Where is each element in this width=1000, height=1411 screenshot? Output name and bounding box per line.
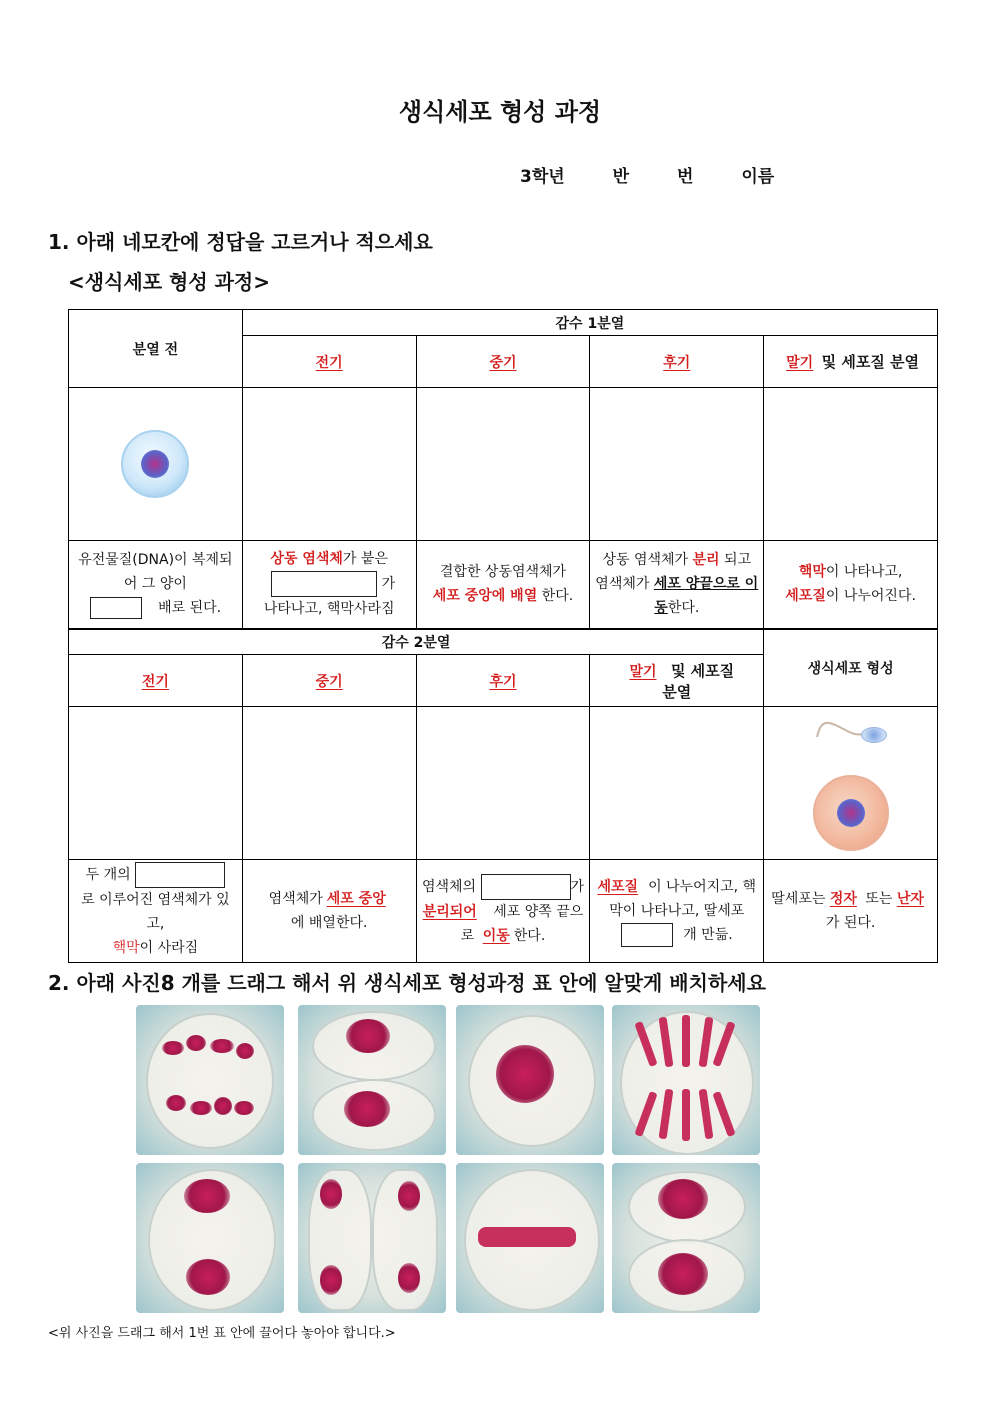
student-info [520, 162, 774, 187]
desc-m2-metaphase: 염색체가 세포 중앙 에 배열한다. [242, 860, 416, 963]
desc-m1-metaphase: 결합한 상동염색체가 세포 중앙에 배열 한다. [416, 541, 590, 629]
question-2: 2. 아래 사진8 개를 드래그 해서 위 생식세포 형성과정 표 안에 알맞게 배치하세요 [48, 971, 766, 995]
micrograph-photo-7[interactable] [456, 1163, 604, 1313]
m1-prophase-answer-input[interactable] [271, 571, 377, 597]
micrograph-photo-8[interactable] [612, 1163, 760, 1313]
m2-telophase-header: 말기 및 세포질 분열 [590, 655, 764, 707]
micrograph-photo-3[interactable] [456, 1005, 604, 1155]
m2-metaphase-header [242, 655, 416, 707]
m2-stage-prophase: 전기 [141, 673, 169, 690]
micrograph-photo-4[interactable] [612, 1005, 760, 1155]
m1-telophase-suffix: 및 세포질 분열 [821, 353, 920, 371]
egg-image [813, 775, 889, 851]
m2-prophase-header [69, 655, 243, 707]
desc-m1-prophase: 상동 염색체가 붙은 가 나타나고, 핵막사라짐 [242, 541, 416, 629]
m2-anaphase-answer-input[interactable] [481, 874, 571, 900]
micrograph-photo-5[interactable] [136, 1163, 284, 1313]
m1-telophase-header [764, 336, 938, 388]
sperm-image [811, 715, 891, 765]
m2-telophase-drop-zone[interactable] [590, 707, 764, 860]
daughter-cell-count-input[interactable] [621, 923, 673, 947]
before-division-header: 분열 전 [69, 310, 243, 388]
grade-label: 3학년 [520, 167, 565, 187]
m2-prophase-answer-input[interactable] [135, 862, 225, 888]
m1-telophase-drop-zone[interactable] [764, 388, 938, 541]
m2-prophase-drop-zone[interactable] [69, 707, 243, 860]
meiosis-table [68, 309, 938, 963]
m2-anaphase-drop-zone[interactable] [416, 707, 590, 860]
m1-stage-anaphase: 후기 [663, 354, 691, 371]
instruction-note: <위 사진을 드래그 해서 1번 표 안에 끌어다 놓아야 합니다.> [48, 1326, 396, 1341]
draggable-photos [136, 1005, 760, 1317]
m2-stage-anaphase: 후기 [489, 673, 517, 690]
desc-m2-telophase: 세포질 이 나누어지고, 핵막이 나타나고, 딸세포 개 만듦. [590, 860, 764, 963]
m1-metaphase-header [416, 336, 590, 388]
desc-m1-telophase: 핵막이 나타나고, 세포질이 나누어진다. [764, 541, 938, 629]
desc-m2-prophase: 두 개의 로 이루어진 염색체가 있고, 핵막이 사라짐 [69, 860, 243, 963]
number-label: 번 [676, 167, 694, 187]
class-label: 반 [612, 167, 630, 187]
m2-anaphase-header [416, 655, 590, 707]
m1-stage-metaphase: 중기 [489, 354, 517, 371]
cell-before-division-image [121, 430, 189, 498]
meiosis2-header: 감수 2분열 [69, 629, 764, 655]
meiosis1-header: 감수 1분열 [242, 310, 937, 336]
desc-m2-anaphase: 염색체의 가 분리되어 세포 양쪽 끝으로 이동 한다. [416, 860, 590, 963]
desc-result: 딸세포는 정자 또는 난자가 된다. [764, 860, 938, 963]
desc-before-division: 유전물질(DNA)이 복제되어 그 양이 배로 된다. [69, 541, 243, 629]
m2-stage-metaphase: 중기 [315, 673, 343, 690]
micrograph-photo-1[interactable] [136, 1005, 284, 1155]
micrograph-photo-6[interactable] [298, 1163, 446, 1313]
result-header: 생식세포 형성 [764, 629, 938, 707]
m2-stage-telophase: 말기 [629, 663, 657, 680]
m1-stage-telophase: 말기 [786, 355, 814, 371]
name-label: 이름 [741, 167, 775, 187]
m1-prophase-drop-zone[interactable] [242, 388, 416, 541]
m1-stage-prophase: 전기 [315, 354, 343, 371]
m1-anaphase-header [590, 336, 764, 388]
table-subtitle: <생식세포 형성 과정> [68, 270, 271, 294]
desc-m1-anaphase: 상동 염색체가 분리 되고 염색체가 세포 양끝으로 이동한다. [590, 541, 764, 629]
m1-metaphase-drop-zone[interactable] [416, 388, 590, 541]
m1-prophase-header [242, 336, 416, 388]
page-title: 생식세포 형성 과정 [398, 98, 602, 126]
before-division-image-cell[interactable] [69, 388, 243, 541]
dna-multiplier-input[interactable] [90, 597, 142, 619]
micrograph-photo-2[interactable] [298, 1005, 446, 1155]
question-1: 1. 아래 네모칸에 정답을 고르거나 적으세요 [48, 230, 433, 254]
m1-anaphase-drop-zone[interactable] [590, 388, 764, 541]
result-image-cell [764, 707, 938, 860]
m2-metaphase-drop-zone[interactable] [242, 707, 416, 860]
